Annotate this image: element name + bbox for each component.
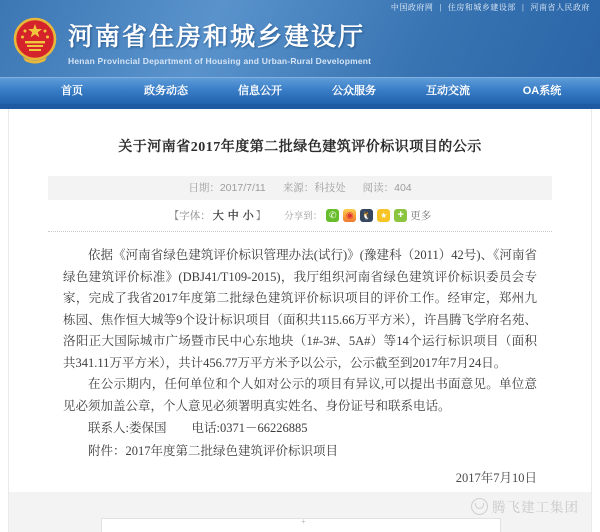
font-size-medium-button[interactable]: 中 (227, 210, 239, 222)
article-source: 来源：科技处 (282, 182, 346, 194)
paragraph: 依据《河南省绿色建筑评价标识管理办法(试行)》(豫建科（2011）42号)、《河南省绿色建筑评价标准》(DBJ41/T109-2015)，我厅组织河南省绿色建筑评价标识委员会专家，完成了我省2017年度第二批绿色建筑评价标识项目的评价工作。经审定，郑州九栋园、焦作恒大城等9个设计标识项目（面积共115.66万平方米），许昌腾飞学府名苑、洛阳正大国际城市广场暨市民中心东地块（1#-3#、5A#）等14个运行标识项目（面积共341.11万平方米），共计456.77万平方米予以公示，公示截至到2017年7月24日。 (63, 248, 537, 370)
article-toolbar (48, 200, 552, 232)
watermark (471, 496, 579, 516)
share-more-link[interactable]: 更多 (410, 209, 432, 222)
nav-item-public-service[interactable]: 公众服务 (332, 85, 376, 97)
qq-share-icon[interactable] (360, 209, 373, 222)
nav-item-gov-news[interactable]: 政务动态 (144, 85, 188, 97)
nav-item-interaction[interactable]: 互动交流 (426, 85, 470, 97)
attachment-table-top (101, 518, 501, 532)
more-share-icon[interactable] (394, 209, 407, 222)
main-nav (0, 77, 600, 104)
link-separator: | (521, 3, 525, 12)
brand-text (68, 17, 371, 66)
nav-item-info-disclosure[interactable]: 信息公开 (238, 85, 282, 97)
font-size-small-button[interactable]: 小 (242, 210, 254, 222)
national-emblem-icon (13, 16, 57, 66)
site-title: 河南省住房和城乡建设厅 (68, 22, 366, 51)
share-label: 分享到： (284, 211, 323, 222)
link-mohurd[interactable]: 住房和城乡建设部 (447, 3, 516, 12)
article-title: 关于河南省2017年度第二批绿色建筑评价标识项目的公示 (118, 140, 482, 155)
link-henan-gov[interactable]: 河南省人民政府 (530, 3, 590, 12)
contact-line: 联系人:娄保国 电话:0371－66226885 (88, 421, 308, 435)
tengfei-logo-icon (471, 498, 488, 515)
footer-strip (9, 492, 591, 532)
qzone-share-icon[interactable] (377, 209, 390, 222)
link-separator: | (439, 3, 442, 12)
article-meta-bar (48, 176, 552, 200)
paragraph: 在公示期内，任何单位和个人如对公示的项目有异议,可以提出书面意见。单位意见必须加盖公章，个人意见必须署明真实姓名、身份证号和联系电话。 (63, 377, 537, 413)
site-subtitle-en: Henan Provincial Department of Housing and Urban-Rural Development (68, 55, 372, 66)
attachment-line: 附件：2017年度第二批绿色建筑评价标识项目 (88, 443, 339, 458)
article (0, 136, 600, 526)
wechat-share-icon[interactable] (326, 209, 339, 222)
font-size-selector: 【字体： 大 中 小 】 (168, 210, 267, 222)
article-body (63, 245, 537, 462)
nav-underline (0, 104, 600, 109)
nav-item-home[interactable]: 首页 (61, 85, 83, 97)
nav-item-oa-system[interactable]: OA系统 (522, 85, 562, 97)
watermark-text: 腾飞建工集团 (492, 500, 579, 515)
sign-date: 2017年7月10日 (455, 471, 537, 485)
article-views: 阅读：404 (362, 182, 412, 194)
font-size-large-button[interactable]: 大 (212, 210, 224, 222)
weibo-share-icon[interactable] (343, 209, 356, 222)
top-gov-links (391, 2, 590, 13)
article-date: 日期：2017/7/11 (188, 182, 266, 194)
link-china-gov[interactable]: 中国政府网 (390, 3, 434, 12)
site-header (0, 0, 600, 77)
